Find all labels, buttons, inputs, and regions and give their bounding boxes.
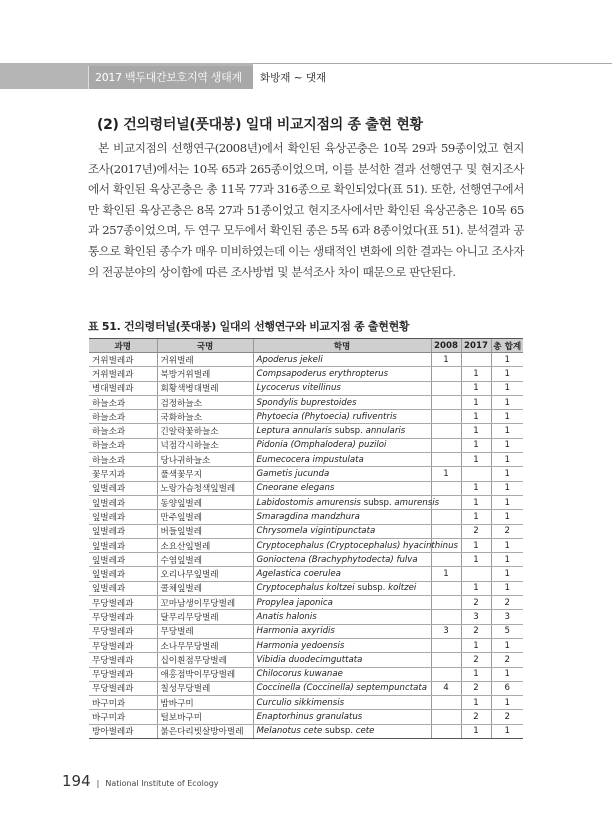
- korean-name-cell: 동양잎벌레: [157, 495, 253, 509]
- scientific-name-cell: [253, 624, 431, 638]
- count-2017-cell: 1: [461, 638, 491, 652]
- total-cell: 1: [491, 381, 523, 395]
- family-cell: 잎벌레과: [89, 567, 157, 581]
- family-cell: 바구미과: [89, 710, 157, 724]
- scientific-name: Gametis jucunda: [256, 469, 330, 480]
- korean-name-cell: 소요산잎벌레: [157, 538, 253, 552]
- scientific-name-cell: [253, 567, 431, 581]
- subsp-label: subsp.: [334, 426, 363, 437]
- count-2008-cell: 3: [431, 624, 461, 638]
- total-cell: 1: [491, 424, 523, 438]
- table-row: [89, 510, 523, 524]
- scientific-name-cell: [253, 381, 431, 395]
- scientific-name-cell: [253, 467, 431, 481]
- table-row: [89, 438, 523, 452]
- subsp-label: subsp.: [363, 497, 392, 508]
- scientific-name: Agelastica coerulea: [256, 569, 341, 580]
- korean-name-cell: 회황색병대벌레: [157, 381, 253, 395]
- table-row: [89, 495, 523, 509]
- count-2008-cell: [431, 453, 461, 467]
- family-cell: 잎벌레과: [89, 495, 157, 509]
- korean-name-cell: 당나귀하늘소: [157, 453, 253, 467]
- scientific-name-cell: [253, 453, 431, 467]
- family-cell: 방아벌레과: [89, 724, 157, 738]
- scientific-name: Lycocerus vitellinus: [256, 383, 341, 394]
- count-2008-cell: 1: [431, 467, 461, 481]
- count-2017-cell: 2: [461, 624, 491, 638]
- count-2008-cell: [431, 510, 461, 524]
- scientific-name-cell: [253, 553, 431, 567]
- family-cell: 잎벌레과: [89, 553, 157, 567]
- footer-sep: |: [96, 779, 100, 788]
- count-2017-cell: 1: [461, 481, 491, 495]
- family-cell: 거위벌레과: [89, 353, 157, 367]
- table-row: [89, 596, 523, 610]
- scientific-name-cell: [253, 510, 431, 524]
- count-2017-cell: 2: [461, 681, 491, 695]
- count-2017-cell: 2: [461, 653, 491, 667]
- count-2008-cell: 1: [431, 567, 461, 581]
- section-heading: (2) 건의령터널(풋대봉) 일대 비교지점의 종 출현 현황: [97, 117, 423, 133]
- table-row: [89, 610, 523, 624]
- scientific-name: Phytoecia (Phytoecia) rufiventris: [256, 411, 397, 422]
- scientific-name: Coccinella (Coccinella) septempunctata: [256, 683, 428, 694]
- family-cell: 무당벌레과: [89, 667, 157, 681]
- scientific-name: Harmonia axyridis: [256, 626, 335, 637]
- col-family: 과명: [89, 339, 157, 353]
- count-2008-cell: [431, 424, 461, 438]
- total-cell: 1: [491, 538, 523, 552]
- family-cell: 하늘소과: [89, 424, 157, 438]
- total-cell: 1: [491, 467, 523, 481]
- scientific-name-cell: [253, 696, 431, 710]
- subspecies-epithet: koltzei: [388, 583, 417, 594]
- scientific-name: Compsapoderus erythropterus: [256, 368, 389, 379]
- count-2008-cell: [431, 667, 461, 681]
- total-cell: 1: [491, 353, 523, 367]
- scientific-name-cell: [253, 524, 431, 538]
- scientific-name-cell: [253, 367, 431, 381]
- scientific-name: Vibidia duodecimguttata: [256, 654, 363, 665]
- scientific-name-cell: [253, 581, 431, 595]
- table-row: [89, 381, 523, 395]
- scientific-name: Spondylis buprestoides: [256, 397, 357, 408]
- scientific-name-cell: [253, 596, 431, 610]
- table-row: [89, 553, 523, 567]
- total-cell: 1: [491, 410, 523, 424]
- count-2017-cell: [461, 467, 491, 481]
- family-cell: 하늘소과: [89, 438, 157, 452]
- count-2017-cell: 1: [461, 410, 491, 424]
- count-2017-cell: 1: [461, 510, 491, 524]
- count-2008-cell: [431, 367, 461, 381]
- total-cell: 1: [491, 638, 523, 652]
- count-2008-cell: [431, 710, 461, 724]
- table-row: [89, 424, 523, 438]
- count-2008-cell: 4: [431, 681, 461, 695]
- total-cell: 1: [491, 453, 523, 467]
- count-2017-cell: 1: [461, 367, 491, 381]
- table-row: [89, 567, 523, 581]
- family-cell: 잎벌레과: [89, 510, 157, 524]
- total-cell: 1: [491, 438, 523, 452]
- table-row: [89, 624, 523, 638]
- count-2017-cell: 1: [461, 667, 491, 681]
- scientific-name: Anatis halonis: [256, 611, 317, 622]
- count-2017-cell: 1: [461, 438, 491, 452]
- table-row: [89, 353, 523, 367]
- table-row: [89, 395, 523, 409]
- family-cell: 잎벌레과: [89, 524, 157, 538]
- table-row: [89, 724, 523, 738]
- family-cell: 잎벌레과: [89, 538, 157, 552]
- table-row: [89, 467, 523, 481]
- korean-name-cell: 무당벌레: [157, 624, 253, 638]
- header-section-title: 2017 백두대간보호지역 생태계 조사: [88, 66, 253, 89]
- count-2008-cell: [431, 696, 461, 710]
- total-cell: 1: [491, 696, 523, 710]
- header-divider: [253, 63, 612, 64]
- scientific-name-cell: [253, 353, 431, 367]
- scientific-name: Chilocorus kuwanae: [256, 669, 343, 680]
- korean-name-cell: 노랑가슴청색잎벌레: [157, 481, 253, 495]
- page-footer: [62, 772, 219, 790]
- count-2008-cell: [431, 638, 461, 652]
- korean-name-cell: 만주잎벌레: [157, 510, 253, 524]
- count-2008-cell: [431, 438, 461, 452]
- scientific-name-cell: [253, 710, 431, 724]
- scientific-name-cell: [253, 395, 431, 409]
- korean-name-cell: 넉점각시하늘소: [157, 438, 253, 452]
- page-number: 194: [62, 772, 91, 790]
- scientific-name: Labidostomis amurensis: [256, 497, 361, 508]
- korean-name-cell: 수염잎벌레: [157, 553, 253, 567]
- total-cell: 1: [491, 481, 523, 495]
- total-cell: 2: [491, 596, 523, 610]
- header-subtitle: 화방재 ~ 댓재: [260, 72, 327, 84]
- scientific-name: Pidonia (Omphalodera) puziloi: [256, 440, 387, 451]
- count-2017-cell: 2: [461, 710, 491, 724]
- count-2017-cell: 2: [461, 596, 491, 610]
- scientific-name: Propylea japonica: [256, 597, 333, 608]
- count-2017-cell: 1: [461, 724, 491, 738]
- scientific-name: Leptura annularis: [256, 426, 333, 437]
- scientific-name-cell: [253, 410, 431, 424]
- subsp-label: subsp.: [325, 726, 354, 737]
- scientific-name: Apoderus jekeli: [256, 354, 323, 365]
- scientific-name-cell: [253, 653, 431, 667]
- scientific-name: Enaptorhinus granulatus: [256, 712, 363, 723]
- total-cell: 1: [491, 367, 523, 381]
- korean-name-cell: 긴알락꽃하늘소: [157, 424, 253, 438]
- total-cell: 2: [491, 524, 523, 538]
- col-total: 총 합계: [491, 339, 523, 353]
- total-cell: 1: [491, 581, 523, 595]
- count-2008-cell: [431, 481, 461, 495]
- scientific-name-cell: [253, 638, 431, 652]
- scientific-name: Smaragdina mandzhura: [256, 511, 360, 522]
- count-2008-cell: [431, 610, 461, 624]
- count-2008-cell: [431, 653, 461, 667]
- total-cell: 3: [491, 610, 523, 624]
- scientific-name: Cneorane elegans: [256, 483, 335, 494]
- table-caption: 표 51. 건의령터널(풋대봉) 일대의 선행연구와 비교지점 종 출현현황: [88, 320, 410, 333]
- korean-name-cell: 애홍점박이무당벌레: [157, 667, 253, 681]
- species-table: [89, 338, 523, 739]
- korean-name-cell: 십이흰점무당벌레: [157, 653, 253, 667]
- col-2008: 2008: [431, 339, 461, 353]
- family-cell: 잎벌레과: [89, 481, 157, 495]
- scientific-name: Melanotus cete: [256, 726, 323, 737]
- family-cell: 무당벌레과: [89, 681, 157, 695]
- total-cell: 2: [491, 710, 523, 724]
- table-row: [89, 538, 523, 552]
- scientific-name: Harmonia yedoensis: [256, 640, 345, 651]
- family-cell: 무당벌레과: [89, 624, 157, 638]
- family-cell: 바구미과: [89, 696, 157, 710]
- count-2017-cell: 1: [461, 395, 491, 409]
- table-row: [89, 653, 523, 667]
- total-cell: 1: [491, 495, 523, 509]
- family-cell: 하늘소과: [89, 395, 157, 409]
- subspecies-epithet: cete: [355, 726, 375, 737]
- korean-name-cell: 꼬마남생이무당벌레: [157, 596, 253, 610]
- subspecies-epithet: annularis: [365, 426, 406, 437]
- subspecies-epithet: amurensis: [394, 497, 440, 508]
- family-cell: 잎벌레과: [89, 581, 157, 595]
- count-2008-cell: [431, 395, 461, 409]
- table-header-row: [89, 339, 523, 353]
- table-row: [89, 710, 523, 724]
- korean-name-cell: 풀색꽃무지: [157, 467, 253, 481]
- col-scientific-name: 학명: [253, 339, 431, 353]
- family-cell: 무당벌레과: [89, 653, 157, 667]
- count-2008-cell: [431, 724, 461, 738]
- family-cell: 거위벌레과: [89, 367, 157, 381]
- count-2008-cell: [431, 581, 461, 595]
- table-row: [89, 581, 523, 595]
- korean-name-cell: 콜체잎벌레: [157, 581, 253, 595]
- count-2017-cell: 1: [461, 696, 491, 710]
- korean-name-cell: 달무리무당벌레: [157, 610, 253, 624]
- korean-name-cell: 칠성무당벌레: [157, 681, 253, 695]
- table-row: [89, 367, 523, 381]
- scientific-name-cell: [253, 424, 431, 438]
- count-2008-cell: 1: [431, 353, 461, 367]
- count-2017-cell: 1: [461, 424, 491, 438]
- total-cell: 2: [491, 653, 523, 667]
- table-row: [89, 667, 523, 681]
- korean-name-cell: 북방거위벌레: [157, 367, 253, 381]
- table-row: [89, 696, 523, 710]
- count-2017-cell: 1: [461, 453, 491, 467]
- total-cell: 1: [491, 395, 523, 409]
- korean-name-cell: 검정하늘소: [157, 395, 253, 409]
- family-cell: 무당벌레과: [89, 596, 157, 610]
- family-cell: 무당벌레과: [89, 638, 157, 652]
- total-cell: 5: [491, 624, 523, 638]
- korean-name-cell: 털보바구미: [157, 710, 253, 724]
- count-2017-cell: 1: [461, 553, 491, 567]
- korean-name-cell: 밤바구미: [157, 696, 253, 710]
- count-2008-cell: [431, 553, 461, 567]
- count-2017-cell: [461, 567, 491, 581]
- table-row: [89, 524, 523, 538]
- total-cell: 1: [491, 667, 523, 681]
- korean-name-cell: 거위벌레: [157, 353, 253, 367]
- scientific-name: Chrysomela vigintipunctata: [256, 526, 376, 537]
- korean-name-cell: 버들잎벌레: [157, 524, 253, 538]
- scientific-name: Cryptocephalus (Cryptocephalus) hyacinthinus: [256, 540, 458, 551]
- korean-name-cell: 오리나무잎벌레: [157, 567, 253, 581]
- family-cell: 하늘소과: [89, 453, 157, 467]
- scientific-name: Eumecocera impustulata: [256, 454, 364, 465]
- table-row: [89, 481, 523, 495]
- scientific-name-cell: [253, 681, 431, 695]
- table-row: [89, 453, 523, 467]
- scientific-name-cell: [253, 481, 431, 495]
- scientific-name-cell: [253, 438, 431, 452]
- subsp-label: subsp.: [357, 583, 386, 594]
- count-2017-cell: 1: [461, 538, 491, 552]
- footer-org: National Institute of Ecology: [105, 779, 219, 788]
- count-2008-cell: [431, 596, 461, 610]
- count-2017-cell: 2: [461, 524, 491, 538]
- total-cell: 1: [491, 510, 523, 524]
- family-cell: 하늘소과: [89, 410, 157, 424]
- scientific-name-cell: [253, 495, 440, 509]
- korean-name-cell: 국화하늘소: [157, 410, 253, 424]
- table-row: [89, 681, 523, 695]
- korean-name-cell: 소나무무당벌레: [157, 638, 253, 652]
- col-2017: 2017: [461, 339, 491, 353]
- table-row: [89, 638, 523, 652]
- family-cell: 병대벌레과: [89, 381, 157, 395]
- count-2017-cell: 3: [461, 610, 491, 624]
- total-cell: 1: [491, 553, 523, 567]
- total-cell: 1: [491, 724, 523, 738]
- scientific-name-cell: [253, 538, 458, 552]
- scientific-name: Gonioctena (Brachyphytodecta) fulva: [256, 554, 418, 565]
- scientific-name: Cryptocephalus koltzei: [256, 583, 355, 594]
- korean-name-cell: 붉은다리빗살방아벌레: [157, 724, 253, 738]
- scientific-name-cell: [253, 610, 431, 624]
- count-2017-cell: 1: [461, 581, 491, 595]
- col-korean-name: 국명: [157, 339, 253, 353]
- count-2017-cell: [461, 353, 491, 367]
- body-paragraph: 본 비교지점의 선행연구(2008년)에서 확인된 육상곤충은 10목 29과 59종이었고 현지조사(2017년)에서는 10목 65과 265종이었으며, 이를 분석한 결과 선행연구 및 현지조사에서 확인된 육상곤충은 총 11목 77과 316종으로 확인되었다(표 51). 또한, 선행연구에서만 확인된 육상곤충은 8목 27과 51종이었고 현지조사에서만 확인된 육상곤충은 10목 65과 257종이었으며, 두 연구 모두에서 확인된 종은 5목 6과 8종이었다(표 51). 분석결과 공통으로 확인된 종수가 매우 미비하였는데 이는 생태적인 변화에 의한 결과는 아니고 조사자의 전공분야의 상이함에 따른 조사방법 및 분석조사 차이 때문으로 판단된다.: [88, 141, 524, 279]
- scientific-name-cell: [253, 667, 431, 681]
- total-cell: 1: [491, 567, 523, 581]
- count-2017-cell: 1: [461, 381, 491, 395]
- family-cell: 무당벌레과: [89, 610, 157, 624]
- scientific-name-cell: [253, 724, 431, 738]
- count-2008-cell: [431, 381, 461, 395]
- scientific-name: Curculio sikkimensis: [256, 697, 345, 708]
- count-2008-cell: [431, 410, 461, 424]
- count-2008-cell: [431, 524, 461, 538]
- family-cell: 꽃무지과: [89, 467, 157, 481]
- count-2017-cell: 1: [461, 495, 491, 509]
- total-cell: 6: [491, 681, 523, 695]
- table-row: [89, 410, 523, 424]
